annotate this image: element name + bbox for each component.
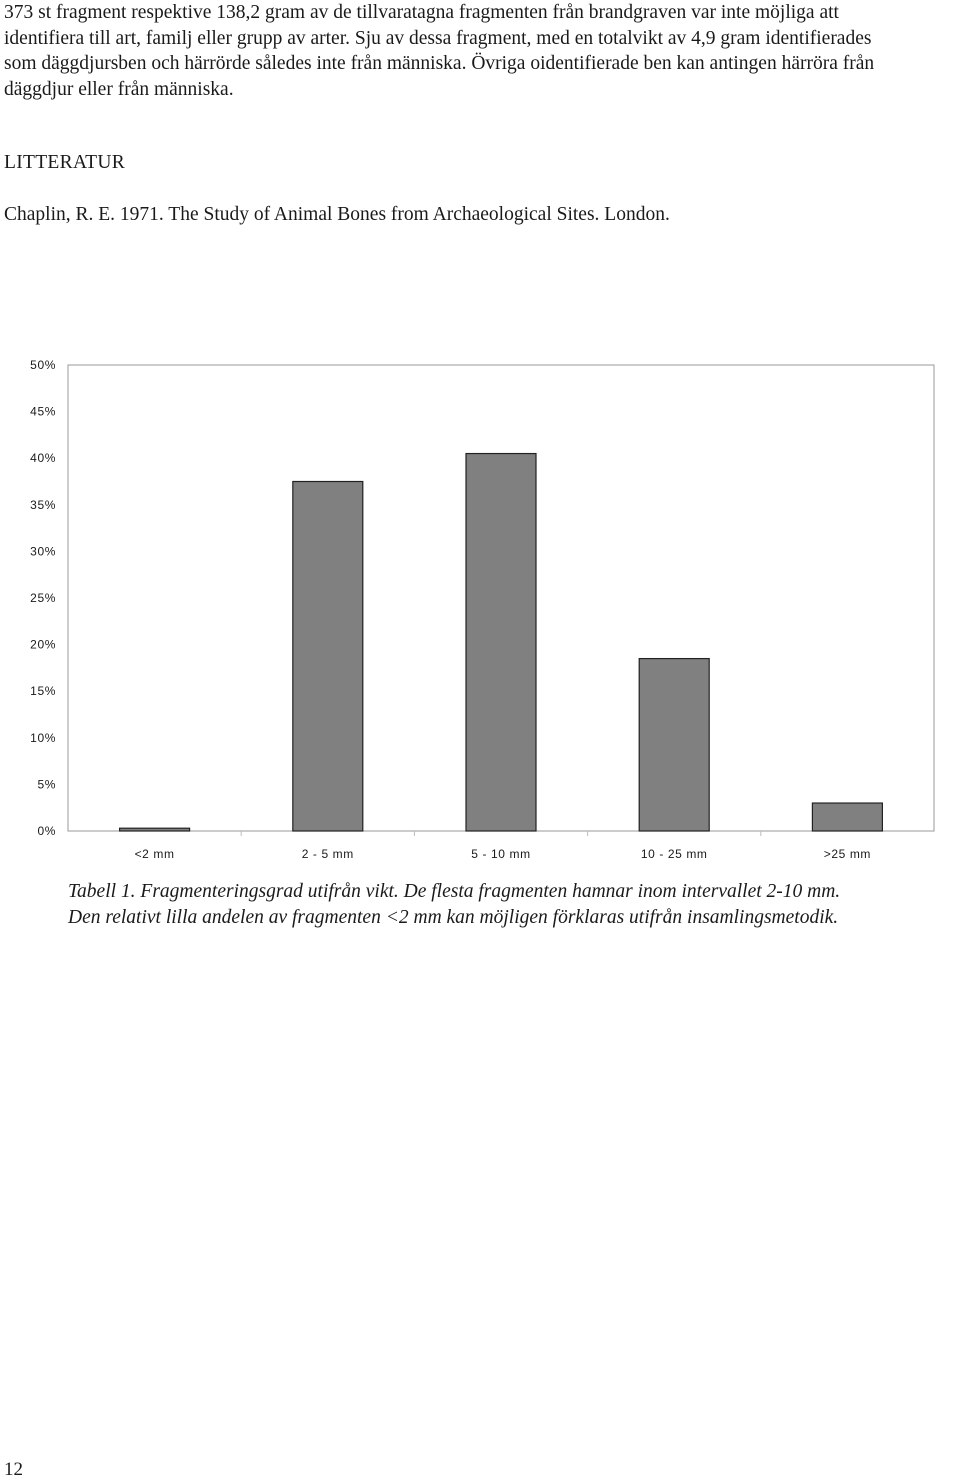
y-tick-label: 5% bbox=[37, 777, 56, 792]
bar bbox=[293, 482, 363, 832]
y-tick-label: 30% bbox=[30, 544, 56, 559]
y-tick-label: 35% bbox=[30, 497, 56, 512]
bar bbox=[812, 803, 882, 831]
references-heading: LITTERATUR bbox=[4, 152, 126, 173]
x-axis bbox=[135, 831, 871, 861]
x-tick-label: 5 - 10 mm bbox=[471, 847, 531, 861]
body-line: 373 st fragment respektive 138,2 gram av de tillvaratagna fragmenten från brandgraven var inte möjliga att bbox=[4, 2, 839, 23]
x-tick-label: <2 mm bbox=[134, 847, 175, 861]
body-paragraph bbox=[4, 0, 960, 102]
bar bbox=[466, 454, 536, 831]
caption-line: Den relativt lilla andelen av fragmenten <2 mm kan möjligen förklaras utifrån insamlingsmetodik. bbox=[68, 907, 839, 928]
y-tick-label: 25% bbox=[30, 591, 56, 605]
y-tick-label: 10% bbox=[30, 730, 56, 745]
figure-caption bbox=[68, 879, 948, 931]
x-tick-label: 10 - 25 mm bbox=[640, 847, 708, 861]
bar bbox=[120, 828, 190, 831]
x-tick-label: >25 mm bbox=[823, 847, 872, 861]
body-line: däggdjur eller från människa. bbox=[4, 78, 234, 100]
bar bbox=[639, 659, 709, 831]
page-number: 12 bbox=[4, 1459, 23, 1480]
y-axis bbox=[30, 358, 56, 838]
x-tick-label: 2 - 5 mm bbox=[301, 847, 354, 861]
body-line: identifiera till art, familj eller grupp av arter. Sju av dessa fragment, med en totalvikt av 4,9 gram identifierades bbox=[4, 27, 872, 49]
y-tick-label: 40% bbox=[30, 451, 56, 466]
bar-chart bbox=[0, 350, 960, 870]
caption-line: Tabell 1. Fragmenteringsgrad utifrån vikt. De flesta fragmenten hamnar inom intervallet 2-10 mm. bbox=[68, 881, 841, 902]
bars bbox=[120, 454, 883, 831]
y-tick-label: 15% bbox=[30, 684, 56, 699]
y-tick-label: 0% bbox=[37, 824, 56, 838]
y-tick-label: 50% bbox=[30, 358, 56, 372]
y-tick-label: 20% bbox=[30, 637, 56, 652]
body-line: som däggdjursben och härrörde således inte från människa. Övriga oidentifierade ben kan antingen härröra från bbox=[4, 53, 875, 74]
reference-item: Chaplin, R. E. 1971. The Study of Animal Bones from Archaeological Sites. London. bbox=[4, 204, 670, 225]
y-tick-label: 45% bbox=[30, 404, 56, 419]
